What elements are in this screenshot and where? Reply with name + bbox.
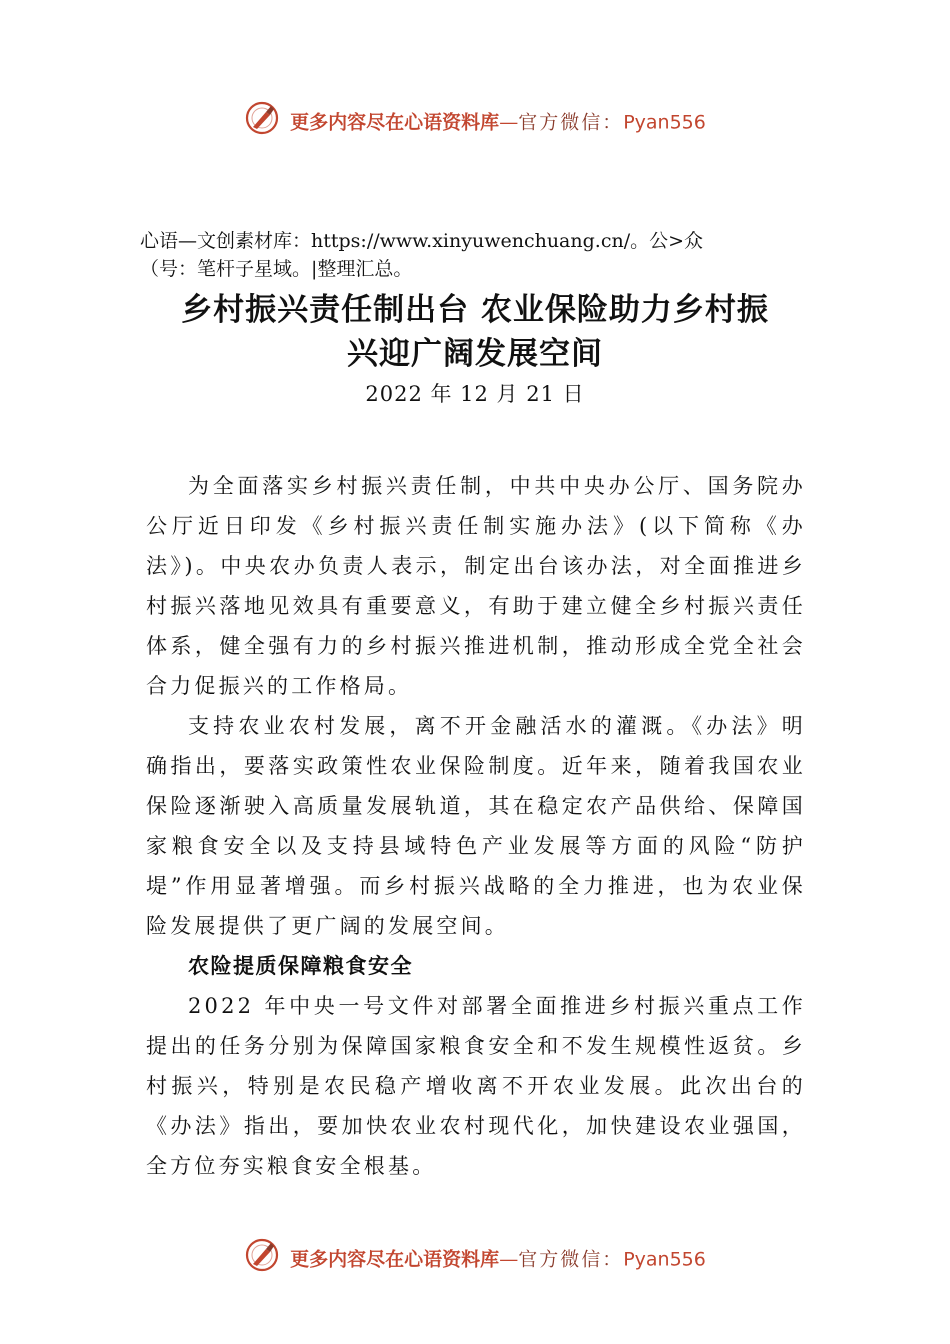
banner-wechat-label: 官方微信： — [518, 111, 624, 134]
banner-dash: — — [499, 1248, 519, 1271]
banner-dash: — — [499, 111, 519, 134]
source-line-1: 心语—文创素材库：https://www.xinyuwenchuang.cn/。公>众 — [140, 230, 704, 252]
paragraph-2: 支持农业农村发展，离不开金融活水的灌溉。《办法》明确指出，要落实政策性农业保险制度。近年来，随着我国农业保险逐渐驶入高质量发展轨道，其在稳定农产品供给、保障国家粮食安全以及支持县域特色产业发展等方面的风险“防护堤”作用显著增强。而乡村振兴战略的全力推进，也为农业保险发展提供了更广阔的发展空间。 — [146, 714, 806, 938]
banner-wechat-id: Pyan556 — [623, 1248, 706, 1271]
pen-logo-icon — [244, 1237, 280, 1282]
title-line-1: 乡村振兴责任制出台 农业保险助力乡村振 — [181, 292, 769, 328]
pen-logo-icon — [244, 100, 280, 145]
footer-banner — [0, 1237, 950, 1282]
title-line-2: 兴迎广阔发展空间 — [347, 336, 603, 372]
article-body — [146, 466, 806, 1186]
paragraph-3: 2022 年中央一号文件对部署全面推进乡村振兴重点工作提出的任务分别为保障国家粮食安全和不发生规模性返贫。乡村振兴，特别是农民稳产增收离不开农业发展。此次出台的《办法》指出，要加快农业农村现代化，加快建设农业强国，全方位夯实粮食安全根基。 — [146, 994, 806, 1178]
banner-wechat-id: Pyan556 — [623, 111, 706, 134]
source-line-2: （号：笔杆子星域。|整理汇总。 — [140, 258, 413, 280]
source-note — [140, 227, 830, 283]
banner-site-name: 更多内容尽在心语资料库 — [290, 1248, 500, 1271]
paragraph-1: 为全面落实乡村振兴责任制，中共中央办公厅、国务院办公厅近日印发《乡村振兴责任制实施办法》(以下简称《办法》)。中央农办负责人表示，制定出台该办法，对全面推进乡村振兴落地见效具有重要意义，有助于建立健全乡村振兴责任体系，健全强有力的乡村振兴推进机制，推动形成全党全社会合力促振兴的工作格局。 — [146, 474, 806, 698]
banner-site-name: 更多内容尽在心语资料库 — [290, 111, 500, 134]
section-heading: 农险提质保障粮食安全 — [188, 954, 413, 978]
article-title — [120, 288, 830, 376]
article-date: 2022 年 12 月 21 日 — [365, 382, 585, 406]
header-banner — [0, 100, 950, 145]
banner-wechat-label: 官方微信： — [518, 1248, 624, 1271]
